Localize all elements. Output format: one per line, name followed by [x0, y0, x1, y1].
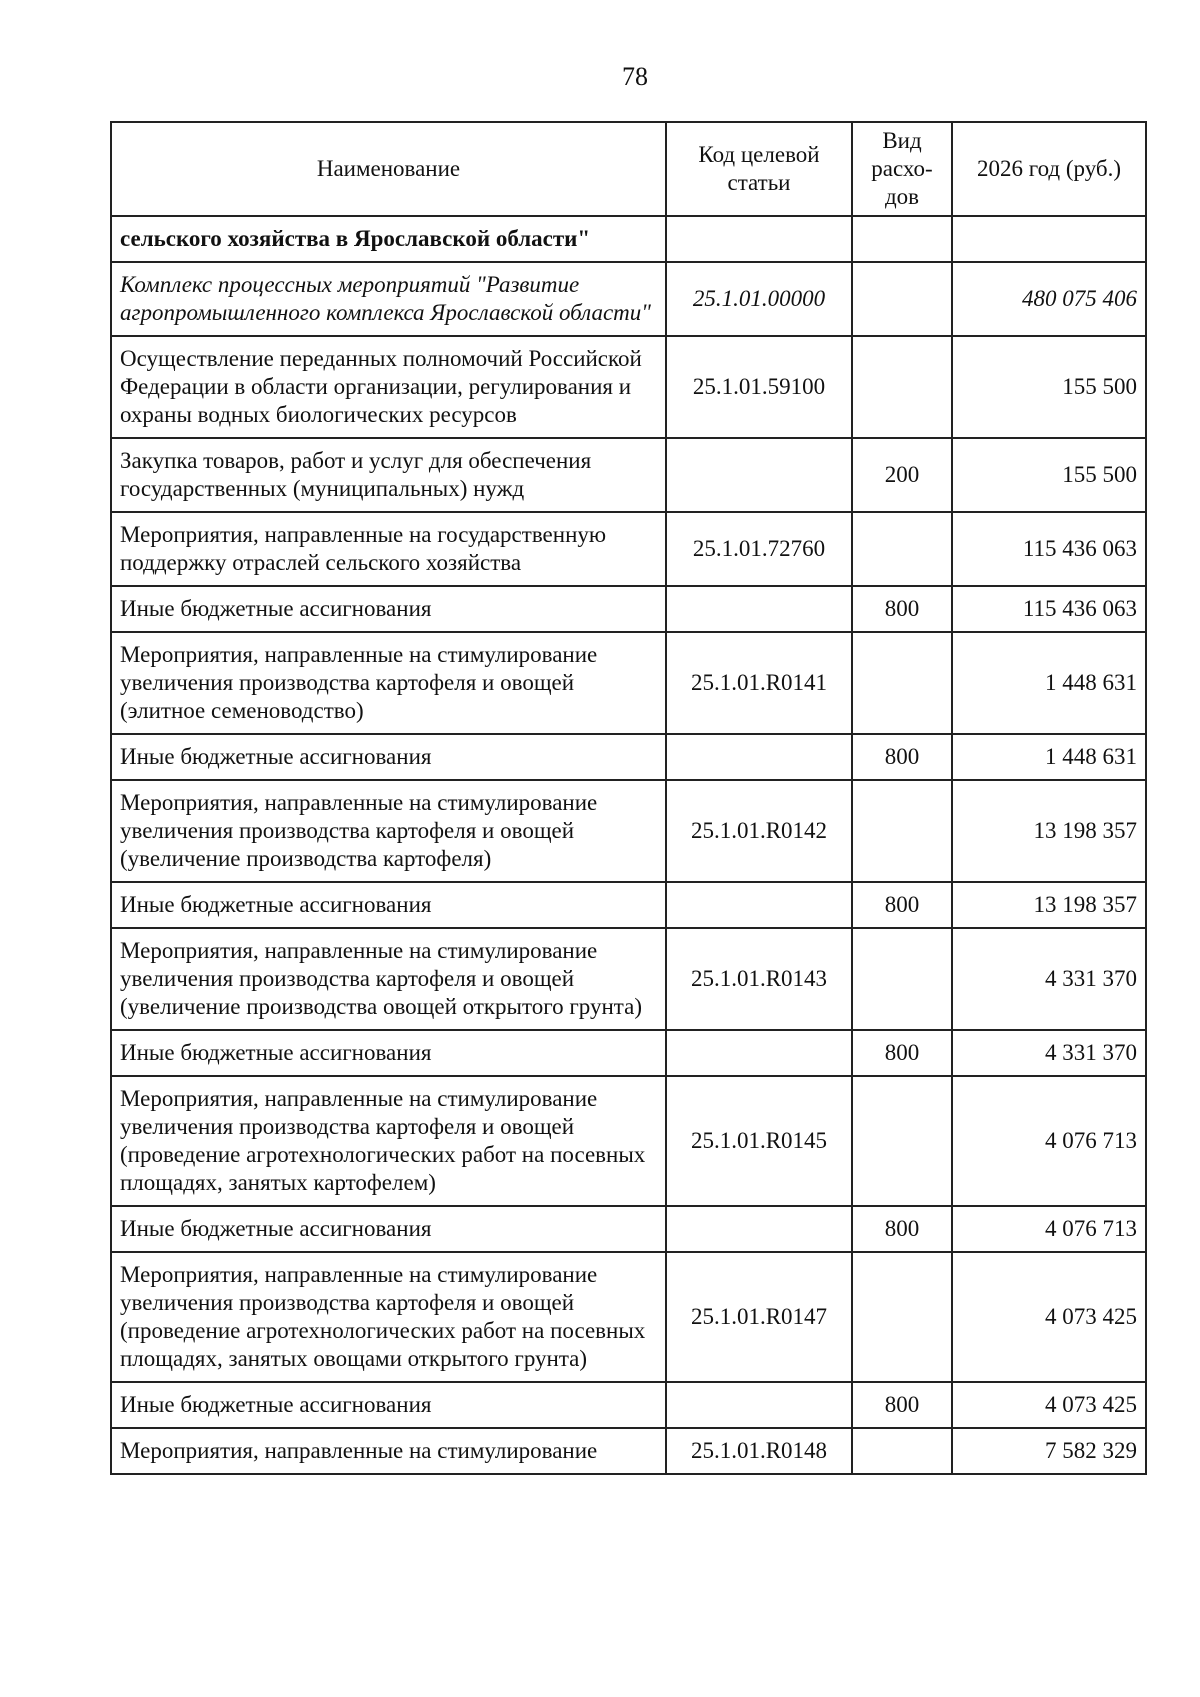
cell-target-code [666, 1382, 852, 1428]
cell-target-code: 25.1.01.59100 [666, 336, 852, 438]
cell-amount: 155 500 [952, 438, 1146, 512]
cell-name: Иные бюджетные ассигнования [111, 1382, 666, 1428]
cell-expense-kind [852, 512, 952, 586]
header-expense-kind: Вид расхо-дов [852, 122, 952, 216]
cell-name: Иные бюджетные ассигнования [111, 734, 666, 780]
table-row [111, 882, 1146, 928]
cell-expense-kind [852, 262, 952, 336]
cell-expense-kind [852, 780, 952, 882]
cell-target-code: 25.1.01.72760 [666, 512, 852, 586]
cell-amount: 4 073 425 [952, 1252, 1146, 1382]
cell-target-code: 25.1.01.R0143 [666, 928, 852, 1030]
cell-amount: 4 076 713 [952, 1206, 1146, 1252]
cell-name: Мероприятия, направленные на стимулирование увеличения производства картофеля и овощей (увеличение производства овощей открытого грунта) [111, 928, 666, 1030]
table-row [111, 216, 1146, 262]
cell-name: Мероприятия, направленные на стимулирование увеличения производства картофеля и овощей (проведение агротехнологических работ на посевных площадях, занятых картофелем) [111, 1076, 666, 1206]
cell-amount: 1 448 631 [952, 632, 1146, 734]
table-header-row [111, 122, 1146, 216]
page-number: 78 [622, 62, 648, 91]
header-name: Наименование [111, 122, 666, 216]
cell-name: Осуществление переданных полномочий Российской Федерации в области организации, регулирования и охраны водных биологических ресурсов [111, 336, 666, 438]
cell-target-code: 25.1.01.R0145 [666, 1076, 852, 1206]
cell-target-code [666, 438, 852, 512]
table-row [111, 1428, 1146, 1474]
table-row [111, 262, 1146, 336]
cell-name: Иные бюджетные ассигнования [111, 586, 666, 632]
cell-expense-kind: 800 [852, 734, 952, 780]
table-row [111, 336, 1146, 438]
cell-target-code [666, 882, 852, 928]
cell-amount: 115 436 063 [952, 586, 1146, 632]
cell-name: Мероприятия, направленные на государственную поддержку отраслей сельского хозяйства [111, 512, 666, 586]
cell-target-code [666, 216, 852, 262]
table-row [111, 512, 1146, 586]
cell-name: Иные бюджетные ассигнования [111, 882, 666, 928]
cell-expense-kind [852, 336, 952, 438]
cell-expense-kind [852, 632, 952, 734]
cell-expense-kind: 800 [852, 1382, 952, 1428]
table-row [111, 1252, 1146, 1382]
cell-expense-kind [852, 1076, 952, 1206]
table-row [111, 438, 1146, 512]
cell-expense-kind: 800 [852, 586, 952, 632]
table-row [111, 928, 1146, 1030]
cell-name: Мероприятия, направленные на стимулирование увеличения производства картофеля и овощей (проведение агротехнологических работ на посевных площадях, занятых овощами открытого грунта) [111, 1252, 666, 1382]
cell-name: Иные бюджетные ассигнования [111, 1206, 666, 1252]
table-row [111, 1030, 1146, 1076]
cell-name: Мероприятия, направленные на стимулирование увеличения производства картофеля и овощей (увеличение производства картофеля) [111, 780, 666, 882]
cell-amount: 155 500 [952, 336, 1146, 438]
cell-amount: 4 073 425 [952, 1382, 1146, 1428]
cell-expense-kind [852, 1252, 952, 1382]
cell-name: Мероприятия, направленные на стимулирование [111, 1428, 666, 1474]
cell-target-code [666, 1206, 852, 1252]
cell-amount: 4 076 713 [952, 1076, 1146, 1206]
cell-target-code: 25.1.01.R0147 [666, 1252, 852, 1382]
cell-amount: 4 331 370 [952, 1030, 1146, 1076]
cell-amount: 7 582 329 [952, 1428, 1146, 1474]
cell-name: сельского хозяйства в Ярославской области" [111, 216, 666, 262]
cell-target-code: 25.1.01.R0142 [666, 780, 852, 882]
cell-target-code [666, 586, 852, 632]
table-body [111, 216, 1146, 1474]
cell-expense-kind: 200 [852, 438, 952, 512]
budget-table [110, 121, 1147, 1475]
cell-target-code [666, 734, 852, 780]
table-row [111, 1206, 1146, 1252]
table-row [111, 1382, 1146, 1428]
cell-name: Иные бюджетные ассигнования [111, 1030, 666, 1076]
cell-amount [952, 216, 1146, 262]
cell-expense-kind [852, 1428, 952, 1474]
cell-amount: 480 075 406 [952, 262, 1146, 336]
cell-target-code [666, 1030, 852, 1076]
cell-expense-kind [852, 216, 952, 262]
cell-name: Комплекс процессных мероприятий "Развитие агропромышленного комплекса Ярославской области" [111, 262, 666, 336]
header-amount-2026: 2026 год (руб.) [952, 122, 1146, 216]
cell-amount: 115 436 063 [952, 512, 1146, 586]
cell-amount: 13 198 357 [952, 780, 1146, 882]
header-target-code: Код целевой статьи [666, 122, 852, 216]
cell-name: Мероприятия, направленные на стимулирование увеличения производства картофеля и овощей (элитное семеноводство) [111, 632, 666, 734]
cell-expense-kind: 800 [852, 1030, 952, 1076]
table-row [111, 780, 1146, 882]
table-row [111, 734, 1146, 780]
cell-amount: 13 198 357 [952, 882, 1146, 928]
cell-expense-kind [852, 928, 952, 1030]
cell-target-code: 25.1.01.R0148 [666, 1428, 852, 1474]
cell-expense-kind: 800 [852, 1206, 952, 1252]
cell-expense-kind: 800 [852, 882, 952, 928]
cell-target-code: 25.1.01.R0141 [666, 632, 852, 734]
table-row [111, 586, 1146, 632]
cell-name: Закупка товаров, работ и услуг для обеспечения государственных (муниципальных) нужд [111, 438, 666, 512]
cell-amount: 1 448 631 [952, 734, 1146, 780]
cell-amount: 4 331 370 [952, 928, 1146, 1030]
table-row [111, 1076, 1146, 1206]
cell-target-code: 25.1.01.00000 [666, 262, 852, 336]
table-row [111, 632, 1146, 734]
